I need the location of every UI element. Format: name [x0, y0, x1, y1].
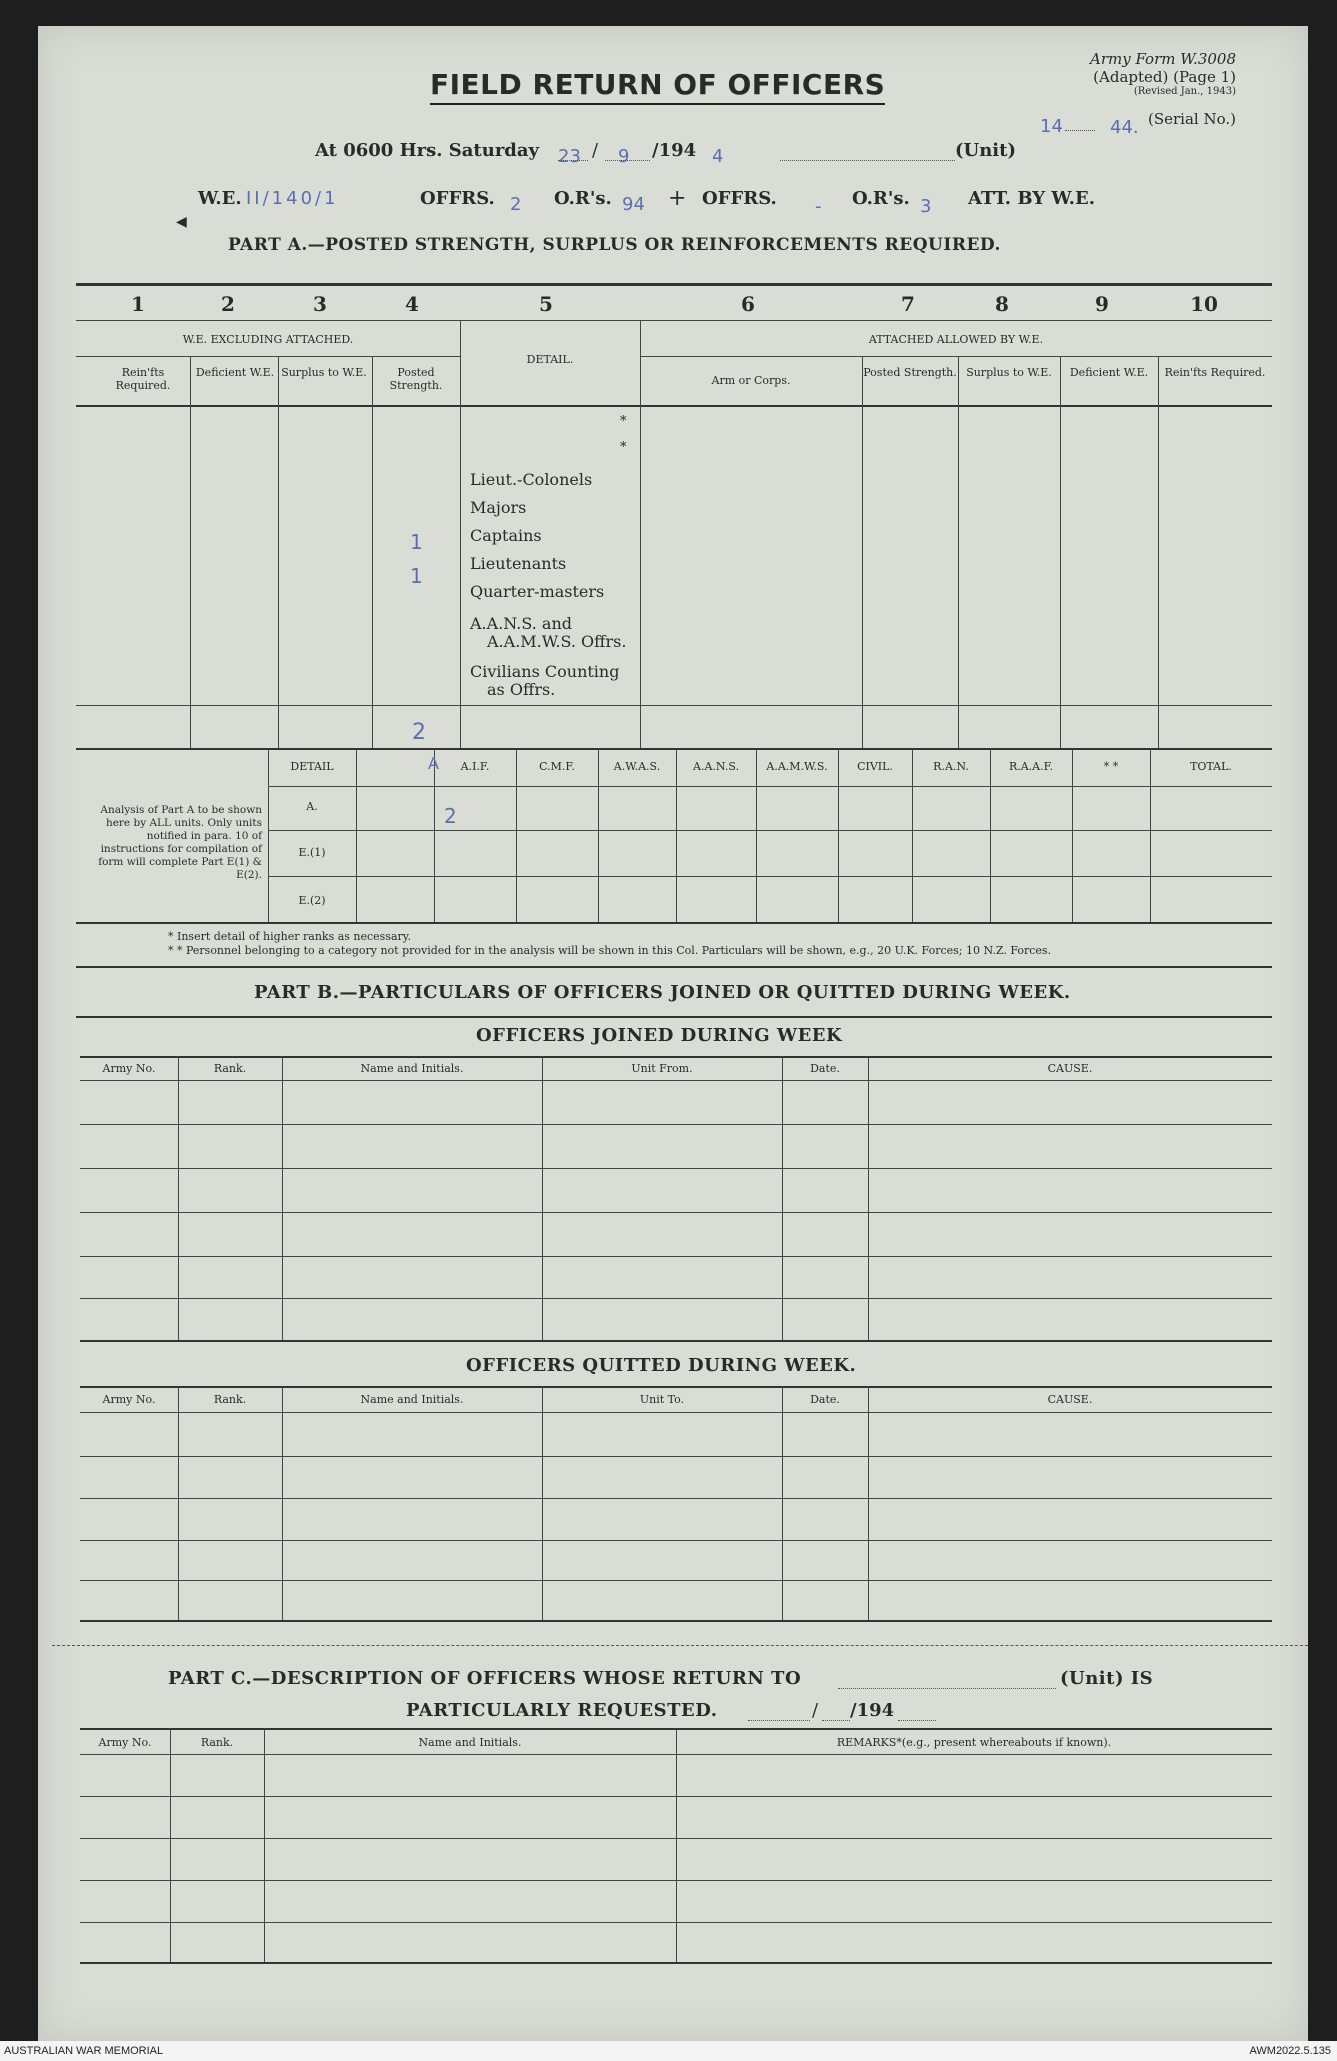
col-number-10: 10 — [1190, 292, 1218, 316]
quitted-col-unit-to: Unit To. — [639, 1393, 685, 1406]
analysis-row-a: A. — [306, 800, 318, 813]
analysis-col-aamws: A.A.M.W.S. — [766, 760, 828, 773]
analysis-col-civil: CIVIL. — [857, 760, 893, 773]
footnote-2: * * Personnel belonging to a category not provided for in the analysis will be shown in this Col. Particulars will be shown, e.g., 20 U.K. Forces; 10 N.Z. Forces. — [168, 944, 1052, 957]
analysis-note: Analysis of Part A to be shown here by ALL units. Only units notified in para. 10 of instructions for compilation of form will complete Part E(1) & E(2). — [98, 804, 262, 881]
footer-left: AUSTRALIAN WAR MEMORIAL — [4, 2045, 164, 2057]
serial-value-2: 44. — [1110, 117, 1139, 138]
date-month: 9 — [618, 146, 630, 167]
date-year-prefix: /194 — [652, 140, 697, 161]
head-att-posted-strength: Posted Strength. — [863, 366, 957, 379]
joined-col-rank: Rank. — [213, 1062, 247, 1075]
analysis-detail-head: DETAIL — [290, 760, 334, 773]
lieutenants-posted-value: 1 — [410, 564, 423, 588]
part-c-title-1: PART C.—DESCRIPTION OF OFFICERS WHOSE RETURN TO — [168, 1668, 802, 1689]
quitted-col-rank: Rank. — [213, 1393, 247, 1406]
rank-lieutenants: Lieutenants — [470, 554, 567, 573]
ors2-label: O.R's. — [852, 188, 910, 209]
joined-col-name: Name and Initials. — [360, 1062, 464, 1075]
star-1: * — [620, 414, 627, 429]
col-number-8: 8 — [995, 292, 1009, 316]
part-a-title: PART A.—POSTED STRENGTH, SURPLUS OR REINFORCEMENTS REQUIRED. — [228, 235, 1001, 255]
analysis-col-awas: A.W.A.S. — [613, 760, 661, 773]
col-number-5: 5 — [539, 292, 553, 316]
attached-allowed-header: ATTACHED ALLOWED BY W.E. — [868, 333, 1044, 346]
col-number-2: 2 — [221, 292, 235, 316]
att-label: ATT. BY W.E. — [968, 188, 1096, 209]
rank-aans: A.A.N.S. and — [470, 614, 572, 633]
rank-aamws: A.A.M.W.S. Offrs. — [487, 632, 627, 651]
col-number-6: 6 — [741, 292, 755, 316]
form-title: FIELD RETURN OF OFFICERS — [430, 68, 885, 105]
analysis-col-aans: A.A.N.S. — [693, 760, 739, 773]
head-deficient-we: Deficient W.E. — [195, 366, 275, 379]
footnote-1: * Insert detail of higher ranks as necessary. — [168, 930, 412, 943]
col-number-3: 3 — [313, 292, 327, 316]
head-att-deficient-we: Deficient W.E. — [1069, 366, 1149, 379]
joined-title: OFFICERS JOINED DURING WEEK — [476, 1025, 843, 1046]
head-arm-or-corps: Arm or Corps. — [711, 374, 791, 387]
part-c-col-rank: Rank. — [200, 1736, 234, 1749]
footer-right: AWM2022.5.135 — [1249, 2045, 1331, 2057]
star-2: * — [620, 440, 627, 455]
part-c-date-tail: /194 — [850, 1700, 895, 1721]
joined-col-date: Date. — [810, 1062, 840, 1075]
unit-label: (Unit) — [955, 140, 1016, 161]
margin-arrow-icon: ◀ — [176, 214, 187, 230]
part-c-col-name: Name and Initials. — [418, 1736, 522, 1749]
rank-quarter-masters: Quarter-masters — [470, 582, 605, 601]
we-excluding-attached-header: W.E. EXCLUDING ATTACHED. — [182, 333, 354, 346]
tear-line — [52, 1645, 1308, 1646]
part-c-title-unit: (Unit) IS — [1060, 1668, 1154, 1689]
date-year-suffix: 4 — [712, 146, 724, 167]
at-line-label: At 0600 Hrs. Saturday — [315, 140, 540, 161]
ors2-value: 3 — [920, 196, 932, 217]
joined-col-army-no: Army No. — [102, 1062, 156, 1075]
offrs-value: 2 — [510, 194, 522, 215]
offrs2-value: - — [815, 196, 822, 217]
quitted-col-date: Date. — [810, 1393, 840, 1406]
total-posted-value: 2 — [412, 720, 426, 745]
rank-majors: Majors — [470, 498, 527, 517]
part-b-title: PART B.—PARTICULARS OF OFFICERS JOINED OR QUITTED DURING WEEK. — [254, 982, 1071, 1003]
detail-header: DETAIL. — [526, 353, 574, 366]
analysis-col-cmf: C.M.F. — [539, 760, 575, 773]
col-number-9: 9 — [1095, 292, 1109, 316]
col-number-4: 4 — [405, 292, 419, 316]
quitted-col-army-no: Army No. — [102, 1393, 156, 1406]
form-adapted: (Adapted) (Page 1) — [1093, 68, 1236, 86]
col-number-1: 1 — [131, 292, 145, 316]
joined-col-cause: CAUSE. — [1047, 1062, 1093, 1075]
we-value: II/140/1 — [246, 188, 339, 209]
analysis-col-raaf: R.A.A.F. — [1008, 760, 1054, 773]
head-surplus-we: Surplus to W.E. — [281, 366, 367, 379]
offrs2-label: OFFRS. — [702, 188, 777, 209]
rank-captains: Captains — [470, 526, 542, 545]
serial-value-1: 14 — [1040, 116, 1063, 137]
analysis-col-ran: R.A.N. — [933, 760, 969, 773]
joined-col-unit-from: Unit From. — [631, 1062, 693, 1075]
analysis-col-aif: A.I.F. — [460, 760, 490, 773]
head-att-surplus-we: Surplus to W.E. — [966, 366, 1052, 379]
part-c-col-army-no: Army No. — [98, 1736, 152, 1749]
rank-as-offrs: as Offrs. — [487, 680, 556, 699]
rank-civilians: Civilians Counting — [470, 662, 620, 681]
archive-footer — [0, 2041, 1337, 2061]
part-c-title-2: PARTICULARLY REQUESTED. — [406, 1700, 718, 1721]
offrs-label: OFFRS. — [420, 188, 495, 209]
date-day: 23 — [558, 146, 581, 167]
analysis-row-e2: E.(2) — [298, 894, 326, 907]
part-c-col-remarks: REMARKS*(e.g., present whereabouts if known). — [836, 1736, 1112, 1749]
form-id: Army Form W.3008 — [1090, 50, 1236, 68]
plus-sign: + — [668, 186, 687, 211]
quitted-col-name: Name and Initials. — [360, 1393, 464, 1406]
we-label: W.E. — [198, 188, 242, 209]
ors-label: O.R's. — [554, 188, 612, 209]
form-revised: (Revised Jan., 1943) — [1133, 86, 1236, 97]
head-att-reinfts-required: Rein'fts Required. — [1164, 366, 1266, 379]
quitted-title: OFFICERS QUITTED DURING WEEK. — [466, 1355, 857, 1376]
analysis-col-other: * * — [1103, 760, 1119, 773]
head-reinfts-required: Rein'fts Required. — [115, 366, 171, 392]
analysis-row-e1: E.(1) — [298, 846, 326, 859]
analysis-a-mark: A — [428, 754, 439, 773]
ors-value: 94 — [622, 194, 645, 215]
rank-lieut-colonels: Lieut.-Colonels — [470, 470, 593, 489]
captains-posted-value: 1 — [410, 530, 423, 554]
head-posted-strength: Posted Strength. — [389, 366, 443, 392]
serial-label: (Serial No.) — [1148, 110, 1236, 128]
col-number-7: 7 — [901, 292, 915, 316]
quitted-col-cause: CAUSE. — [1047, 1393, 1093, 1406]
analysis-col-total: TOTAL. — [1190, 760, 1232, 773]
analysis-aif-value: 2 — [444, 804, 457, 828]
